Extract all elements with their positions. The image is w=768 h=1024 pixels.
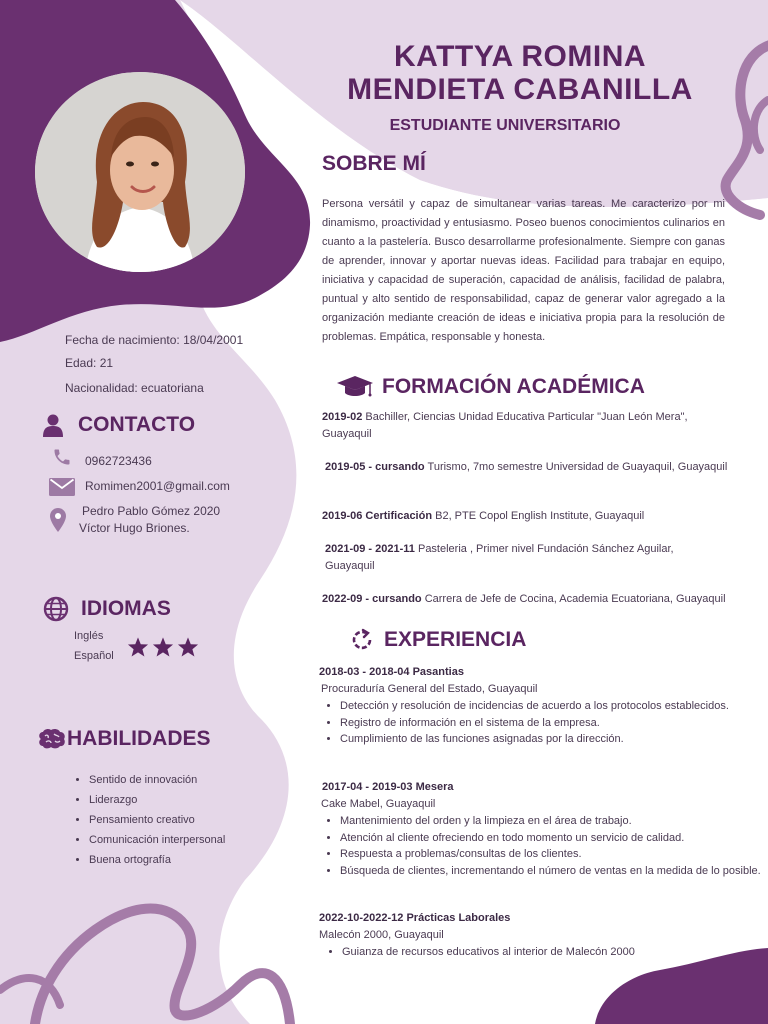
list-item: • Cumplimiento de las funciones asignadas por la dirección. — [340, 731, 760, 748]
job-title: 2018-03 - 2018-04 Pasantias — [319, 666, 464, 678]
language-rating — [127, 636, 199, 658]
star-icon — [127, 636, 149, 658]
language-item-english: Inglés — [74, 630, 104, 642]
address-line1: Pedro Pablo Gómez 2020 — [82, 504, 221, 518]
education-text: B2, PTE Copol English Institute, Guayaquil — [432, 510, 645, 522]
job-company: Cake Mabel, Guayaquil — [321, 798, 436, 810]
about-heading: SOBRE MÍ — [322, 152, 426, 175]
globe-icon — [43, 596, 69, 622]
job-title: 2017-04 - 2019-03 Mesera — [322, 781, 454, 793]
education-heading — [336, 374, 645, 400]
education-text: Turismo, 7mo semestre Universidad de Guayaquil, Guayaquil — [424, 461, 728, 473]
email-address[interactable]: Romimen2001@gmail.com — [85, 479, 230, 493]
languages-heading — [43, 596, 171, 622]
age: Edad: 21 — [65, 356, 114, 370]
skills-list — [75, 770, 225, 870]
list-item: • Pensamiento creativo — [89, 810, 225, 830]
education-date: 2022-09 - cursando — [322, 593, 422, 605]
education-text: Bachiller, Ciencias Unidad Educativa Particular "Juan León Mera", Guayaquil — [322, 411, 688, 440]
contact-title: CONTACTO — [78, 413, 196, 436]
list-item: • Búsqueda de clientes, incrementando el número de ventas en la medida de lo posible. — [340, 863, 768, 880]
person-name-line1: KATTYA ROMINA — [393, 40, 647, 73]
list-item: • Sentido de innovación — [89, 770, 225, 790]
location-icon — [50, 508, 66, 532]
contact-heading — [42, 413, 195, 437]
job-subtitle: ESTUDIANTE UNIVERSITARIO — [389, 117, 621, 134]
education-item — [325, 541, 715, 575]
profile-photo — [35, 72, 245, 272]
list-item: • Registro de información en el sistema de la empresa. — [340, 715, 760, 732]
graduation-cap-icon — [336, 374, 374, 400]
brain-icon — [37, 728, 67, 750]
education-item — [322, 591, 727, 608]
star-icon — [152, 636, 174, 658]
job-bullets — [320, 698, 760, 748]
education-text: Pasteleria , Primer nivel Fundación Sánchez Aguilar, Guayaquil — [325, 543, 674, 572]
list-item: • Guianza de recursos educativos al interior de Malecón 2000 — [342, 944, 762, 961]
about-text: Persona versátil y capaz de simultanear varias tareas. Me caracterizo por mi dinamismo, proactividad y entusiasmo. Poseo buenos conocimientos culinarios en cuanto a la pastelería. Busco desarrollarme profesionalmente. Siempre con ganas de aprender, innovar y aportar nuevas ideas. Facilidad para trabajar en equipo, iniciativa y capacidad de superación, capacidad de análisis, facilidad de palabra, puntual y alto sentido de responsabilidad, capaz de generar valor agregado a la organización mediante creación de ideas e iniciativa propia para la resolución de problemas. Empática, responsable y honesta. — [322, 198, 725, 343]
education-date: 2019-02 — [322, 411, 363, 423]
list-item: • Respuesta a problemas/consultas de los clientes. — [340, 846, 768, 863]
job-company: Malecón 2000, Guayaquil — [319, 929, 444, 941]
education-text: Carrera de Jefe de Cocina, Academia Ecuatoriana, Guayaquil — [421, 593, 726, 605]
list-item: • Mantenimiento del orden y la limpieza en el área de trabajo. — [340, 813, 768, 830]
person-name-line2: MENDIETA CABANILLA — [347, 73, 693, 106]
phone-icon — [52, 447, 72, 467]
address-line2: Víctor Hugo Briones. — [79, 521, 190, 535]
experience-title: EXPERIENCIA — [384, 628, 527, 651]
email-icon — [49, 478, 75, 496]
nationality: Nacionalidad: ecuatoriana — [65, 381, 204, 395]
education-date: 2019-05 - cursando — [325, 461, 425, 473]
person-icon — [42, 413, 64, 437]
job-company: Procuraduría General del Estado, Guayaquil — [321, 683, 538, 695]
skills-title: HABILIDADES — [67, 727, 211, 750]
list-item: • Liderazgo — [89, 790, 225, 810]
phone-number[interactable]: 0962723436 — [85, 454, 152, 468]
education-date: 2019-06 Certificación — [322, 510, 433, 522]
star-icon — [177, 636, 199, 658]
language-item-spanish: Español — [74, 650, 114, 662]
list-item: • Detección y resolución de incidencias de acuerdo a los protocolos establecidos. — [340, 698, 760, 715]
job-bullets — [322, 944, 762, 961]
person-name — [320, 40, 720, 106]
list-item: • Comunicación interpersonal — [89, 830, 225, 850]
education-title: FORMACIÓN ACADÉMICA — [382, 375, 645, 398]
address — [79, 503, 221, 537]
birth-date: Fecha de nacimiento: 18/04/2001 — [65, 333, 244, 347]
education-item — [322, 409, 732, 443]
education-item — [322, 508, 732, 525]
experience-heading — [350, 628, 526, 652]
languages-title: IDIOMAS — [81, 597, 171, 620]
job-title: 2022-10-2022-12 Prácticas Laborales — [319, 912, 511, 924]
education-item — [325, 459, 730, 476]
job-bullets — [320, 813, 768, 879]
list-item: • Atención al cliente ofreciendo en todo momento un servicio de calidad. — [340, 830, 768, 847]
refresh-icon — [350, 628, 374, 652]
education-date: 2021-09 - 2021-11 — [325, 543, 415, 555]
list-item: • Buena ortografía — [89, 850, 225, 870]
skills-heading — [37, 727, 211, 751]
